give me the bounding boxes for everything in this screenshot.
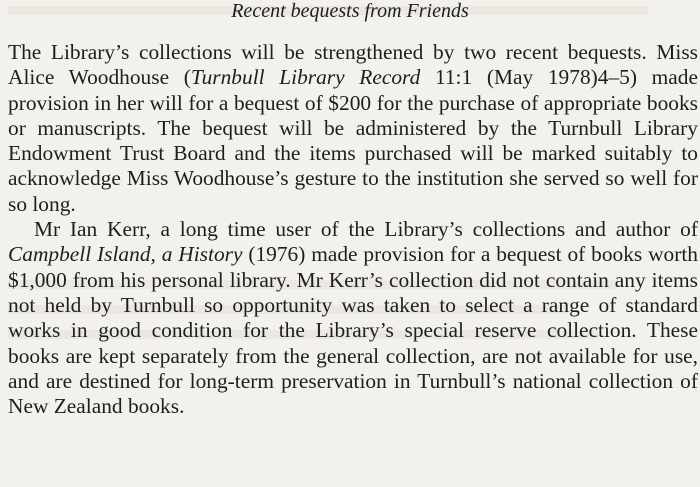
book-title: Campbell Island, a History [8,242,243,267]
section-heading: Recent bequests from Friends [231,0,469,22]
paragraph-text: (1976) made provision for a bequest of books worth $1,000 from his personal library. Mr Kerr’s collection did not contain any items not held by Turnbull so opportunity was taken to select a range of standard works in good condition for the Library’s special reserve collection. These books are kept separately from the general collection, are not available for use, and are destined for long-term preservation in Turnbull’s national collection of New Zealand books. [8,242,698,419]
paragraph-text: The Library’s collections will be strengthened by two recent bequests. Miss Alice Woodhouse ( [8,40,698,90]
paragraph-kerr-bequest [8,217,698,419]
paragraph-text: Mr Ian Kerr, a long time user of the Library’s collections and author of [34,217,698,242]
publication-title: Turnbull Library Record [190,65,421,90]
paragraph-text: 11:1 (May 1978)4–5) made provision in her will for a bequest of $200 for the purchase of appropriate books or manuscripts. The bequest will be administered by the Turnbull Library Endowment Trust Board and the items purchased will be marked suitably to acknowledge Miss Woodhouse’s gesture to the institution she served so well for so long. [8,65,698,216]
article-body [8,40,698,419]
paragraph-woodhouse-bequest [8,40,698,217]
